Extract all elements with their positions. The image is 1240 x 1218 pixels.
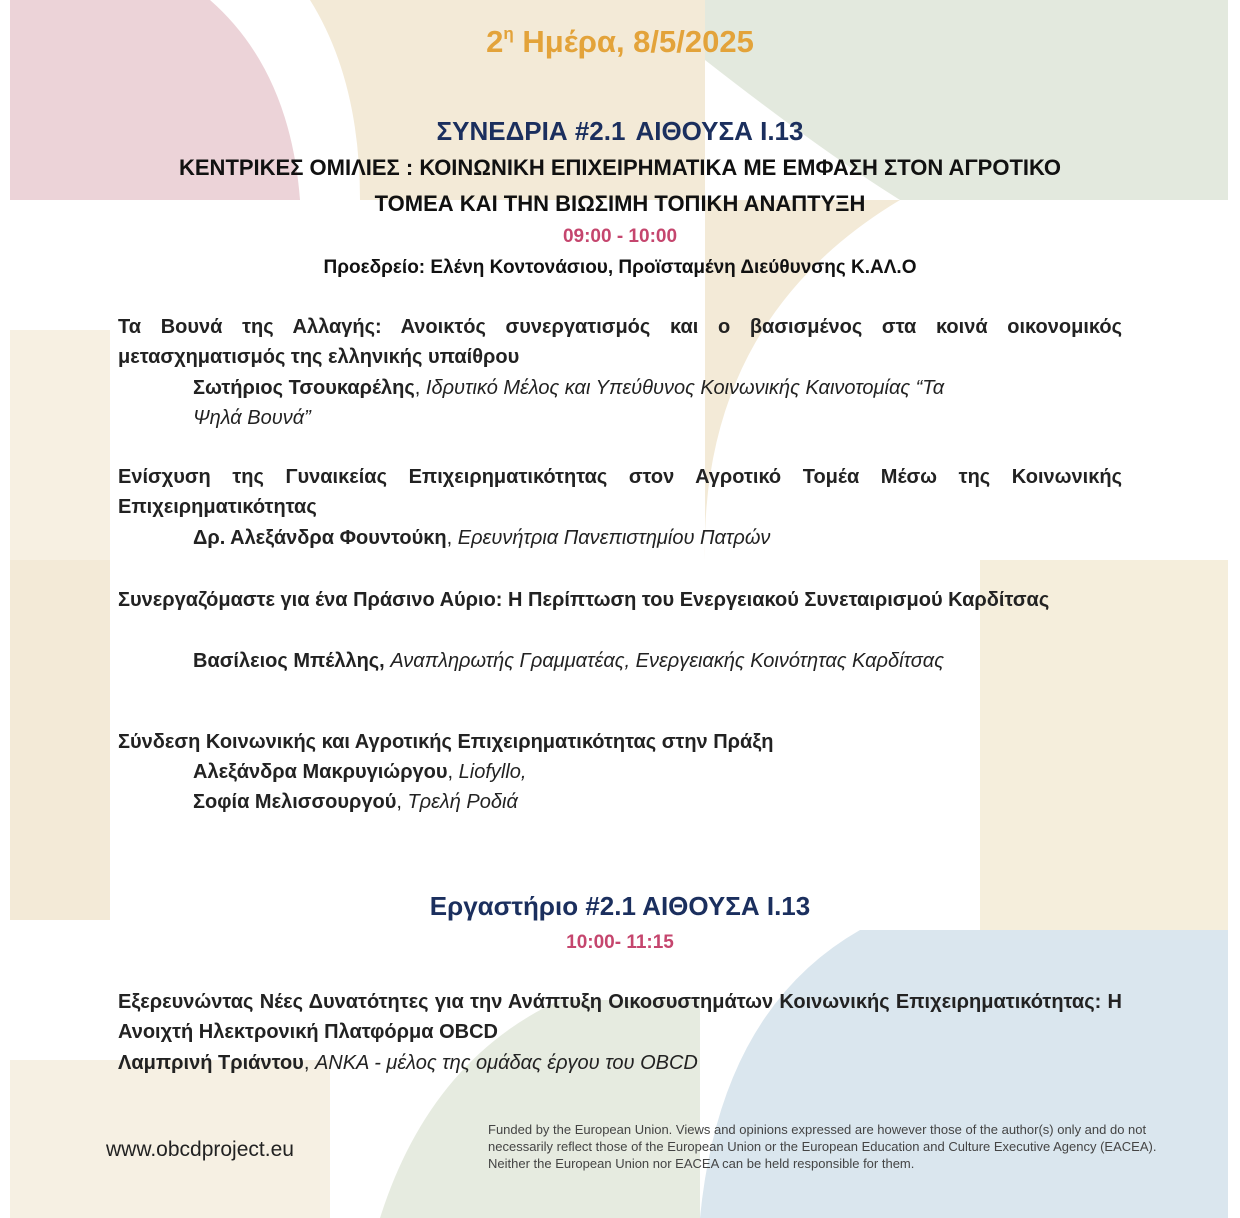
funding-disclaimer: Funded by the European Union. Views and opinions expressed are however those of the author(s) only and do not necessarily reflect those of the European Union or the European Education and Culture Executive Agency (EACEA). Neither the European Union nor EACEA can be held responsible for them. — [488, 1122, 1157, 1171]
session-main-title-line2: ΤΟΜΕΑ ΚΑΙ ΤΗΝ ΒΙΩΣΙΜΗ ΤΟΠΙΚΗ ΑΝΑΠΤΥΞΗ — [374, 191, 866, 216]
speaker-role: Ερευνήτρια Πανεπιστημίου Πατρών — [457, 527, 771, 549]
speaker-name: Βασίλειος Μπέλλης, — [193, 650, 385, 672]
workshop-time: 10:00- 11:15 — [566, 932, 674, 953]
workshop-title: Εργαστήριο #2.1 ΑΙΘΟΥΣΑ Ι.13 — [429, 891, 811, 921]
speaker-role: ΑΝΚΑ - μέλος της ομάδας έργου του OBCD — [314, 1052, 698, 1074]
session-chair: Προεδρείο: Ελένη Κοντονάσιου, Προϊσταμένη Διεύθυνσης Κ.ΑΛ.Ο — [323, 257, 917, 278]
speaker-name: Λαμπρινή Τριάντου — [118, 1052, 304, 1074]
workshop-talk-title: Εξερευνώντας Νέες Δυνατότητες για την Ανάπτυξη Οικοσυστημάτων Κοινωνικής Επιχειρηματικότητας: Η Ανοιχτή Ηλεκτρονική Πλατφόρμα OBCD — [118, 991, 1122, 1043]
speaker-name: Δρ. Αλεξάνδρα Φουντούκη — [193, 527, 447, 549]
speaker-role: Τρελή Ροδιά — [407, 791, 518, 813]
speaker-name: Σοφία Μελισσουργού — [193, 791, 397, 813]
talk-title: Ενίσχυση της Γυναικείας Επιχειρηματικότητας στον Αγροτικό Τομέα Μέσω της Κοινωνικής Επιχειρηματικότητας — [118, 466, 1122, 518]
speaker-role: Liofyllo, — [458, 761, 527, 783]
day-title — [0, 24, 1240, 60]
session-number: ΣΥΝΕΔΡΙΑ #2.1 — [436, 116, 626, 146]
speaker: Σωτήριος Τσουκαρέλης, Ιδρυτικό Μέλος και Υπεύθυνος Κοινωνικής Καινοτομίας “Τα Ψηλά Βουνά” — [193, 377, 945, 429]
day-superscript: η — [503, 24, 514, 43]
speaker-name: Σωτήριος Τσουκαρέλης — [193, 377, 415, 399]
speaker — [193, 646, 1093, 676]
speaker: Δρ. Αλεξάνδρα Φουντούκη, Ερευνήτρια Πανεπιστημίου Πατρών — [193, 527, 771, 549]
day-number: 2 — [486, 24, 504, 59]
session-main-title-line1: ΚΕΝΤΡΙΚΕΣ ΟΜΙΛΙΕΣ : ΚΟΙΝΩΝΙΚΗ ΕΠΙΧΕΙΡΗΜΑΤΙΚΑ ΜΕ ΕΜΦΑΣΗ ΣΤΟΝ ΑΓΡΟΤΙΚΟ — [179, 155, 1061, 180]
speaker-role: Ιδρυτικό Μέλος και Υπεύθυνος Κοινωνικής Καινοτομίας “Τα — [425, 377, 945, 399]
website-link[interactable]: www.obcdproject.eu — [106, 1138, 294, 1161]
session-time: 09:00 - 10:00 — [562, 226, 678, 247]
speaker-name: Αλεξάνδρα Μακρυγιώργου — [193, 761, 448, 783]
day-date: Ημέρα, 8/5/2025 — [513, 24, 754, 59]
speaker-role-cont: Ψηλά Βουνά” — [193, 407, 311, 429]
session-room: ΑΙΘΟΥΣΑ Ι.13 — [635, 116, 804, 146]
talk-title: Συνεργαζόμαστε για ένα Πράσινο Αύριο: Η Περίπτωση του Ενεργειακού Συνεταιρισμού Καρδίτσας — [118, 589, 1050, 611]
talk-title: Σύνδεση Κοινωνικής και Αγροτικής Επιχειρηματικότητας στην Πράξη — [118, 731, 774, 753]
speaker: Αλεξάνδρα Μακρυγιώργου, Liofyllo, — [193, 761, 527, 783]
talk-title: Τα Βουνά της Αλλαγής: Ανοικτός συνεργατισμός και ο βασισμένος στα κοινά οικονομικός μετασχηματισμός της ελληνικής υπαίθρου — [118, 316, 1122, 368]
session-title — [0, 116, 1240, 147]
speaker-role: Αναπληρωτής Γραμματέας, Ενεργειακής Κοινότητας Καρδίτσας — [390, 650, 944, 672]
workshop-speaker: Λαμπρινή Τριάντου, ΑΝΚΑ - μέλος της ομάδας έργου του OBCD — [118, 1052, 698, 1074]
speaker: Σοφία Μελισσουργού, Τρελή Ροδιά — [193, 791, 518, 813]
